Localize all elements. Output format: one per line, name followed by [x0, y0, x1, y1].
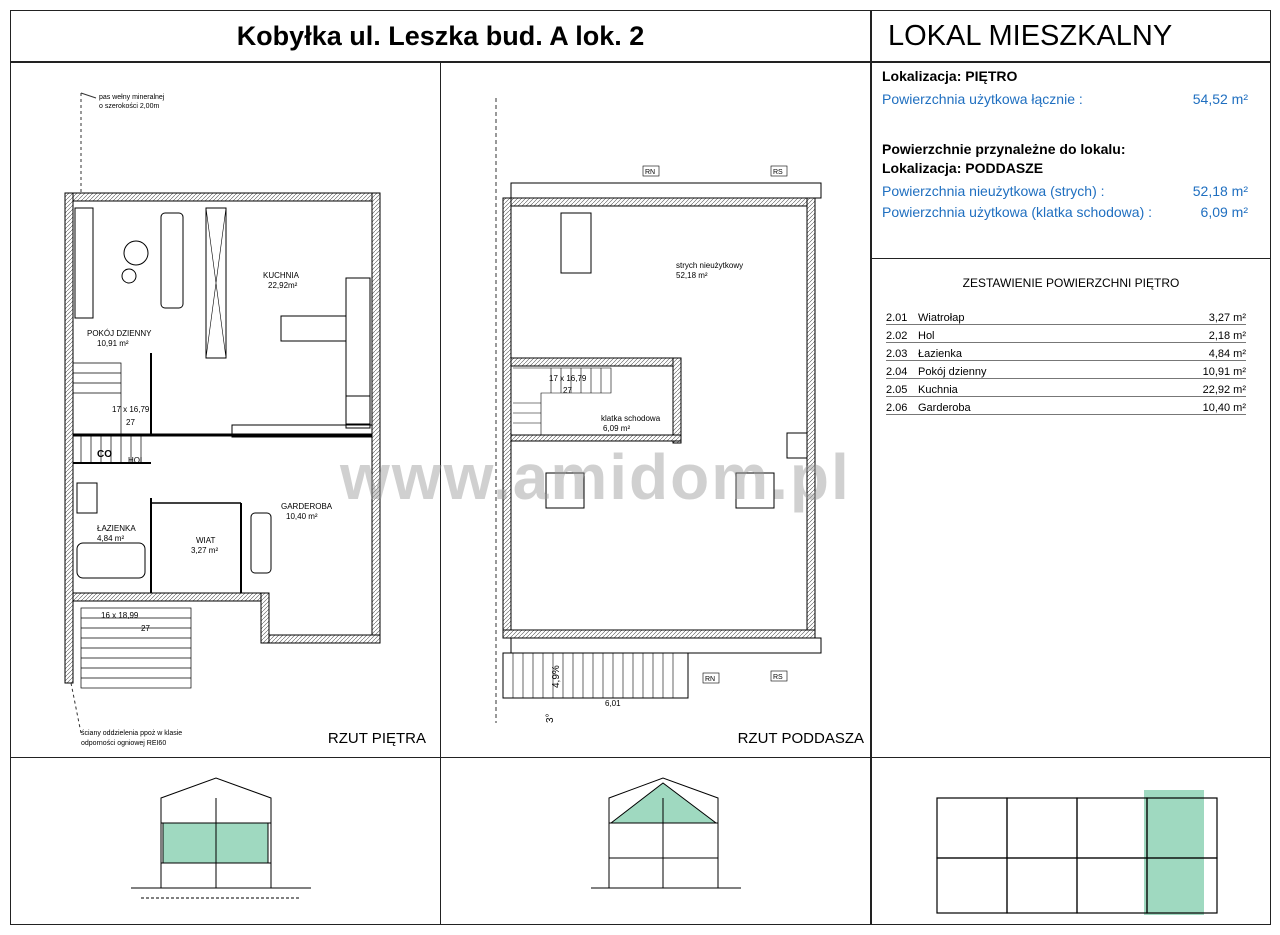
section-thumbnail-2: [440, 757, 871, 925]
table-cell-area: 4,84 m²: [1208, 348, 1246, 360]
stairs2-dim: 16 x 18,99: [101, 611, 139, 620]
table-cell-no: 2.02: [886, 330, 908, 342]
unit-type-header: [871, 10, 1271, 62]
attic-plan-drawing: [441, 63, 870, 757]
stairs1-count: 27: [126, 418, 135, 427]
area-total-row: [882, 91, 1248, 107]
kitchen-area: 22,92m²: [268, 281, 298, 290]
building-plan-overview: [872, 758, 1270, 924]
bathroom-area: 4,84 m²: [97, 534, 125, 543]
table-cell-name: Wiatrołap: [918, 312, 965, 324]
page-title: [10, 10, 871, 62]
floor-plan-drawing: [11, 63, 440, 757]
attic-plan: [440, 62, 871, 758]
table-cell-name: Łazienka: [918, 348, 963, 360]
building-section-1: [11, 758, 440, 924]
attic-area-row: [882, 183, 1248, 199]
loc2-value: PODDASZE: [965, 160, 1044, 176]
loc1-label: Lokalizacja:: [882, 68, 962, 84]
rs-top: RS: [773, 169, 783, 176]
floor-plan: [10, 62, 441, 758]
table-cell-no: 2.05: [886, 384, 908, 396]
table-row: [886, 343, 1246, 361]
table-cell-area: 3,27 m²: [1208, 312, 1246, 324]
note-top-2: o szerokości 2,00m: [99, 103, 160, 110]
assoc-heading-text: Powierzchnie przynależne do lokalu:: [882, 141, 1126, 157]
note-bottom-2: odporności ogniowej REI60: [81, 740, 167, 747]
building-section-2: [441, 758, 870, 924]
vestibule-label: WIAT: [196, 536, 216, 545]
table-row: [886, 361, 1246, 379]
table-cell-no: 2.01: [886, 312, 908, 324]
unit-type-text: LOKAL MIESZKALNY: [888, 19, 1173, 52]
attic-area: 52,18 m²: [676, 271, 708, 280]
floor-plan-label: RZUT PIĘTRA: [327, 730, 426, 747]
table-row: [886, 379, 1246, 397]
table-cell-no: 2.04: [886, 366, 908, 378]
table-cell-name: Pokój dzienny: [918, 366, 987, 378]
table-row: [886, 325, 1246, 343]
loc1-value: PIĘTRO: [965, 68, 1018, 84]
watermark: www.amidom.pl: [340, 441, 851, 513]
note-top-1: pas wełny mineralnej: [99, 94, 165, 101]
stairwell-label: klatka schodowa: [601, 414, 661, 423]
table-cell-area: 2,18 m²: [1208, 330, 1246, 342]
stair-area-label: Powierzchnia użytkowa (klatka schodowa) :: [882, 204, 1153, 220]
table-row: [886, 307, 1246, 325]
rn-top: RN: [645, 169, 656, 176]
location-attic: [882, 160, 1248, 176]
area-total-value: 54,52 m²: [1192, 91, 1248, 107]
rn-bottom: RN: [705, 676, 716, 683]
bathroom-label: ŁAZIENKA: [97, 524, 136, 533]
angle-label: 3°: [545, 713, 556, 723]
stairwell-area: 6,09 m²: [603, 424, 631, 433]
wardrobe-label: GARDEROBA: [281, 502, 333, 511]
table-cell-name: Kuchnia: [918, 384, 958, 396]
kitchen-label: KUCHNIA: [263, 271, 300, 280]
attic-plan-label: RZUT PODDASZA: [737, 730, 864, 747]
living-label: POKÓJ DZIENNY: [87, 329, 152, 338]
stair-area-value: 6,09 m²: [1200, 204, 1248, 220]
attic-area-value: 52,18 m²: [1192, 183, 1248, 199]
table-cell-area: 10,91 m²: [1202, 366, 1246, 378]
co-label: CO: [97, 449, 112, 460]
table-cell-no: 2.06: [886, 402, 908, 414]
table-row: [886, 397, 1246, 415]
section-thumbnail-1: [10, 757, 441, 925]
table-cell-name: Garderoba: [918, 402, 971, 414]
vestibule-area: 3,27 m²: [191, 546, 219, 555]
attic-area-label: Powierzchnia nieużytkowa (strych) :: [882, 183, 1105, 199]
attic-label: strych nieużytkowy: [676, 261, 744, 270]
table-cell-name: Hol: [918, 330, 935, 342]
slope-label: 4,9%: [551, 665, 562, 688]
assoc-heading: [882, 141, 1248, 157]
area-summary-table: [871, 258, 1271, 758]
table-cell-area: 10,40 m²: [1202, 402, 1246, 414]
location-floor: [882, 68, 1248, 84]
attic-stairs-dim: 17 x 16,79: [549, 374, 587, 383]
location-thumbnail: [871, 757, 1271, 925]
unit-info-panel: [871, 62, 1271, 259]
stair-area-row: [882, 204, 1248, 220]
stairs2-count: 27: [141, 624, 150, 633]
attic-stairs-count: 27: [563, 386, 572, 395]
living-area: 10,91 m²: [97, 339, 129, 348]
table-cell-area: 22,92 m²: [1202, 384, 1246, 396]
title-text: Kobyłka ul. Leszka bud. A lok. 2: [236, 20, 645, 51]
stairs1-dim: 17 x 16,79: [112, 405, 150, 414]
note-bottom-1: ściany oddzielenia ppoż w klasie: [81, 730, 183, 737]
loc2-label: Lokalizacja:: [882, 160, 962, 176]
hall-label: HOL: [128, 456, 145, 465]
rs-bottom: RS: [773, 674, 783, 681]
area-total-label: Powierzchnia użytkowa łącznie :: [882, 91, 1083, 107]
table-title: ZESTAWIENIE POWIERZCHNI PIĘTRO: [962, 276, 1180, 290]
level-label: 6,01: [605, 699, 621, 708]
table-cell-no: 2.03: [886, 348, 908, 360]
wardrobe-area: 10,40 m²: [286, 512, 318, 521]
